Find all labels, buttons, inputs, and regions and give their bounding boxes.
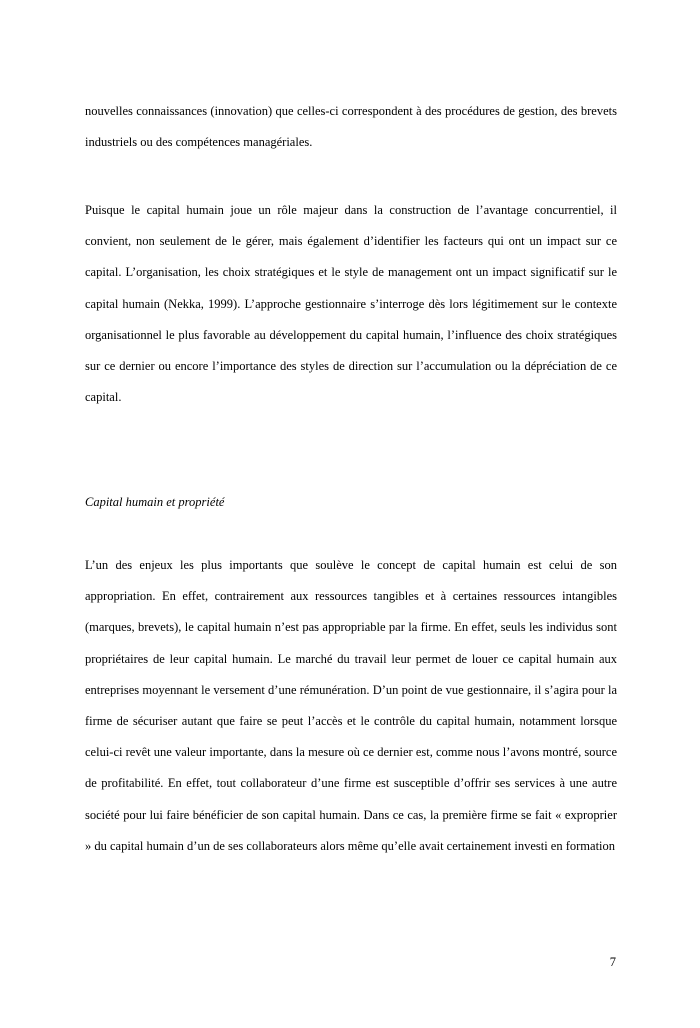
paragraph-capital-humain-avantage: Puisque le capital humain joue un rôle majeur dans la construction de l’avantage concurrentiel, il convient, non seulement de le gérer, mais également d’identifier les facteurs qui ont un impact sur ce capital. L’organisation, les choix stratégiques et le style de management ont un impact significatif sur le capital humain (Nekka, 1999). L’approche gestionnaire s’interroge dès lors légitimement sur le contexte organisationnel le plus favorable au développement du capital humain, l’influence des choix stratégiques sur ce dernier ou encore l’importance des styles de direction sur l’accumulation ou la dépréciation de ce capital.	[85, 203, 617, 405]
paragraph-intro-continuation: nouvelles connaissances (innovation) que celles-ci correspondent à des procédures de gestion, des brevets industriels ou des compétences managériales.	[85, 104, 617, 150]
section-heading: Capital humain et propriété	[85, 495, 225, 509]
paragraph-appropriation: L’un des enjeux les plus importants que soulève le concept de capital humain est celui de son appropriation. En effet, contrairement aux ressources tangibles et à certaines ressources intangibles (marques, brevets), le capital humain n’est pas appropriable par la firme. En effet, seuls les individus sont propriétaires de leur capital humain. Le marché du travail leur permet de louer ce capital humain aux entreprises moyennant le versement d’une rémunération. D’un point de vue gestionnaire, il s’agira pour la firme de sécuriser autant que faire se peut l’accès et le contrôle du capital humain, notamment lorsque celui-ci revêt une valeur importante, dans la mesure où ce dernier est, comme nous l’avons montré, source de profitabilité. En effet, tout collaborateur d’une firme est susceptible d’offrir ses services à une autre société pour lui faire bénéficier de son capital humain. Dans ce cas, la première firme se fait « exproprier » du capital humain d’un de ses collaborateurs alors même qu’elle avait certainement investi en formation	[85, 558, 617, 853]
page-number: 7	[609, 955, 616, 969]
